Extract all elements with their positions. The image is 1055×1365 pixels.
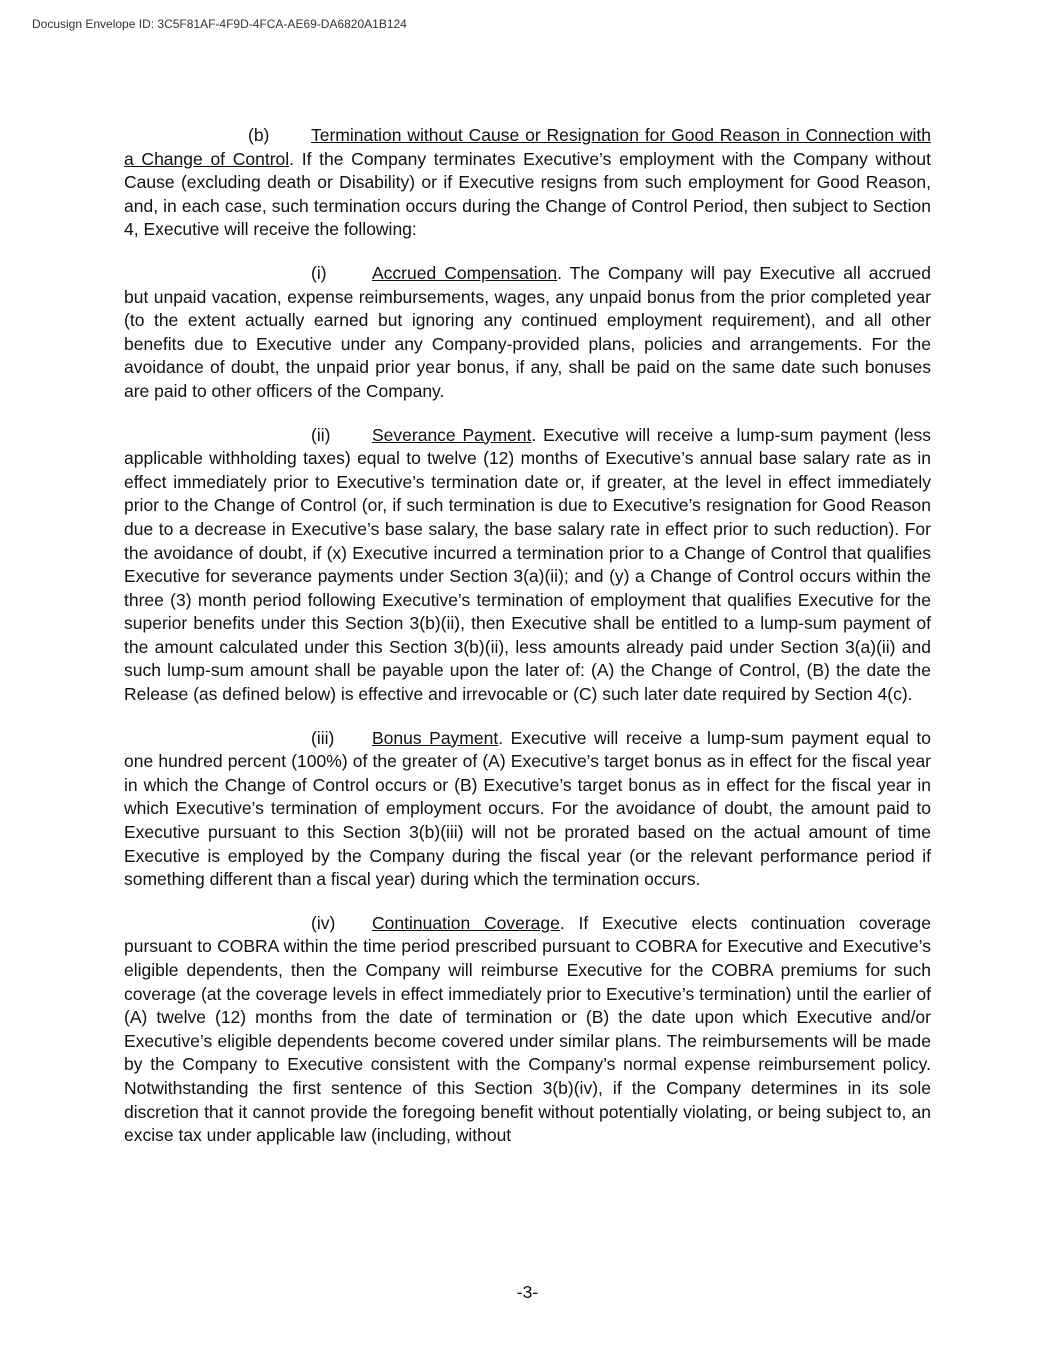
paragraph-text: . Executive will receive a lump-sum payment equal to one hundred percent (100%) of the greater of (A) Executive’s target bonus as in effect for the fiscal year in which the Change of Control occurs or (B) Executive’s target bonus as in effect for the fiscal year in which Executive’s termination of employment occurs. For the avoidance of doubt, the amount paid to Executive pursuant to this Section 3(b)(iii) will not be prorated based on the actual amount of time Executive is employed by the Company during the fiscal year (or the relevant performance period if something different than a fiscal year) during which the termination occurs. <box>124 727 931 890</box>
paragraph-heading: Severance Payment <box>372 424 532 445</box>
paragraph-marker: (b) <box>248 125 270 145</box>
paragraph-heading: Bonus Payment <box>372 727 499 748</box>
paragraph-heading: Accrued Compensation <box>372 262 558 283</box>
paragraph-text: . If the Company terminates Executive’s employment with the Company without Cause (excluding death or Disability) or if Executive resigns from such employment for Good Reason, and, in each case, such termination occurs during the Change of Control Period, then subject to Section 4, Executive will receive the following: <box>124 148 931 240</box>
paragraph-text: . If Executive elects continuation coverage pursuant to COBRA within the time period prescribed pursuant to COBRA for Executive and Executive’s eligible dependents, then the Company will reimburse Executive for the COBRA premiums for such coverage (at the coverage levels in effect immediately prior to Executive’s termination) until the earlier of (A) twelve (12) months from the date of termination or (B) the date upon which Executive and/or Executive’s eligible dependents become covered under similar plans. The reimbursements will be made by the Company to Executive consistent with the Company’s normal expense reimbursement policy. Notwithstanding the first sentence of this Section 3(b)(iv), if the Company determines in its sole discretion that it cannot provide the foregoing benefit without potentially violating, or being subject to, an excise tax under applicable law (including, without <box>124 912 931 1146</box>
paragraph-3b-i <box>124 262 931 404</box>
paragraph-marker: (i) <box>311 262 327 283</box>
paragraph-3b-ii <box>124 424 931 707</box>
paragraph-text: . Executive will receive a lump-sum payment (less applicable withholding taxes) equal to twelve (12) months of Executive’s annual base salary rate as in effect immediately prior to Executive’s termination date or, if greater, at the level in effect immediately prior to the Change of Control (or, if such termination is due to Executive’s resignation for Good Reason due to a decrease in Executive’s base salary, the base salary rate in effect prior to such reduction). For the avoidance of doubt, if (x) Executive incurred a termination prior to a Change of Control that qualifies Executive for severance payments under Section 3(a)(ii); and (y) a Change of Control occurs within the three (3) month period following Executive’s termination of employment that qualifies Executive for the superior benefits under this Section 3(b)(ii), then Executive shall be entitled to a lump-sum payment of the amount calculated under this Section 3(b)(ii), less amounts already paid under Section 3(a)(ii) and such lump-sum amount shall be payable upon the later of: (A) the Change of Control, (B) the date the Release (as defined below) is effective and irrevocable or (C) such later date required by Section 4(c). <box>124 424 931 705</box>
envelope-id: Docusign Envelope ID: 3C5F81AF-4F9D-4FCA-AE69-DA6820A1B124 <box>32 17 407 31</box>
paragraph-marker: (iii) <box>311 727 335 748</box>
paragraph-3b-iii <box>124 727 931 892</box>
paragraph-3b-iv <box>124 912 931 1148</box>
paragraph-marker: (ii) <box>311 424 331 445</box>
paragraph-marker: (iv) <box>311 912 336 933</box>
paragraph-text: . The Company will pay Executive all accrued but unpaid vacation, expense reimbursements, wages, any unpaid bonus from the prior completed year (to the extent actually earned but ignoring any continued employment requirement), and all other benefits due to Executive under any Company-provided plans, policies and arrangements. For the avoidance of doubt, the unpaid prior year bonus, if any, shall be paid on the same date such bonuses are paid to other officers of the Company. <box>124 262 931 401</box>
paragraph-heading: Termination without Cause or Resignation for Good Reason in Connection with a Change of Control <box>124 125 931 169</box>
page-number: -3- <box>516 1282 539 1302</box>
paragraph-3b <box>124 124 931 242</box>
paragraph-heading: Continuation Coverage <box>372 912 560 933</box>
document-body <box>124 124 931 1168</box>
